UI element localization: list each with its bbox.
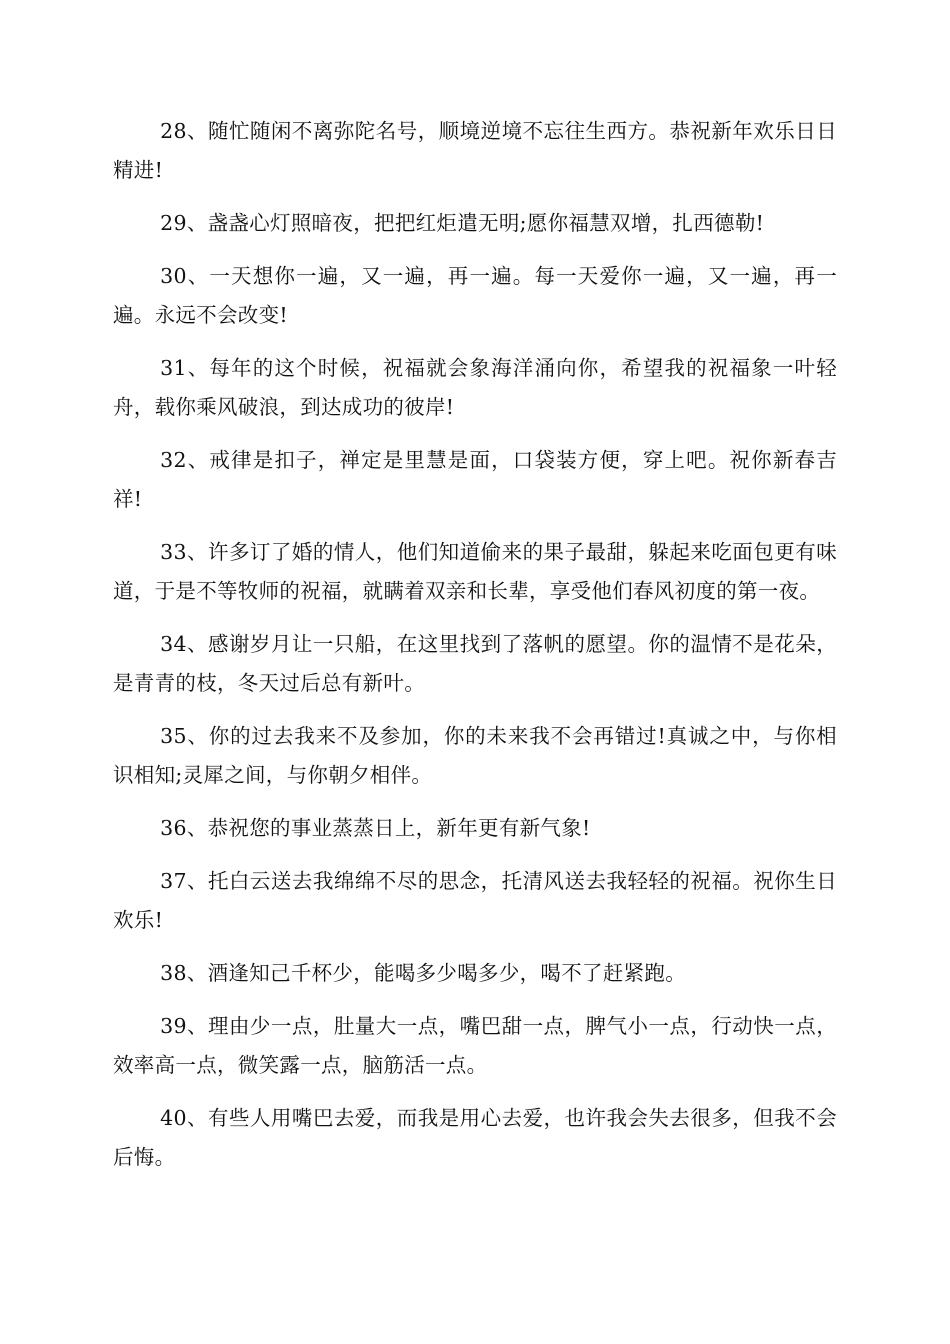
paragraph-29: 29、盏盏心灯照暗夜，把把红炬遣无明;愿你福慧双增，扎西德勒! bbox=[160, 211, 765, 235]
paragraph-36: 36、恭祝您的事业蒸蒸日上，新年更有新气象! bbox=[160, 816, 591, 840]
paragraph-33: 33、许多订了婚的情人，他们知道偷来的果子最甜，躲起来吃面包更有味道，于是不等牧师的祝福，就瞒着双亲和长辈，享受他们春风初度的第一夜。 bbox=[113, 540, 837, 603]
paragraph-30: 30、一天想你一遍，又一遍，再一遍。每一天爱你一遍，又一遍，再一遍。永远不会改变! bbox=[113, 264, 837, 327]
paragraph-32: 32、戒律是扣子，禅定是里慧是面，口袋装方便，穿上吧。祝你新春吉祥! bbox=[113, 448, 837, 511]
paragraph-39: 39、理由少一点，肚量大一点，嘴巴甜一点，脾气小一点，行动快一点，效率高一点，微笑露一点，脑筋活一点。 bbox=[113, 1014, 837, 1077]
paragraph-38: 38、酒逢知己千杯少，能喝多少喝多少，喝不了赶紧跑。 bbox=[160, 961, 687, 985]
paragraph-28: 28、随忙随闲不离弥陀名号，顺境逆境不忘往生西方。恭祝新年欢乐日日精进! bbox=[113, 119, 837, 182]
paragraph-31: 31、每年的这个时候，祝福就会象海洋涌向你，希望我的祝福象一叶轻舟，载你乘风破浪，到达成功的彼岸! bbox=[113, 356, 837, 419]
paragraph-35: 35、你的过去我来不及参加，你的未来我不会再错过!真诚之中，与你相识相知;灵犀之间，与你朝夕相伴。 bbox=[113, 724, 837, 787]
document-body bbox=[113, 112, 837, 1191]
paragraph-34: 34、感谢岁月让一只船，在这里找到了落帆的愿望。你的温情不是花朵，是青青的枝，冬天过后总有新叶。 bbox=[113, 632, 837, 695]
paragraph-40: 40、有些人用嘴巴去爱，而我是用心去爱，也许我会失去很多，但我不会后悔。 bbox=[113, 1106, 837, 1169]
paragraph-37: 37、托白云送去我绵绵不尽的思念，托清风送去我轻轻的祝福。祝你生日欢乐! bbox=[113, 869, 837, 932]
